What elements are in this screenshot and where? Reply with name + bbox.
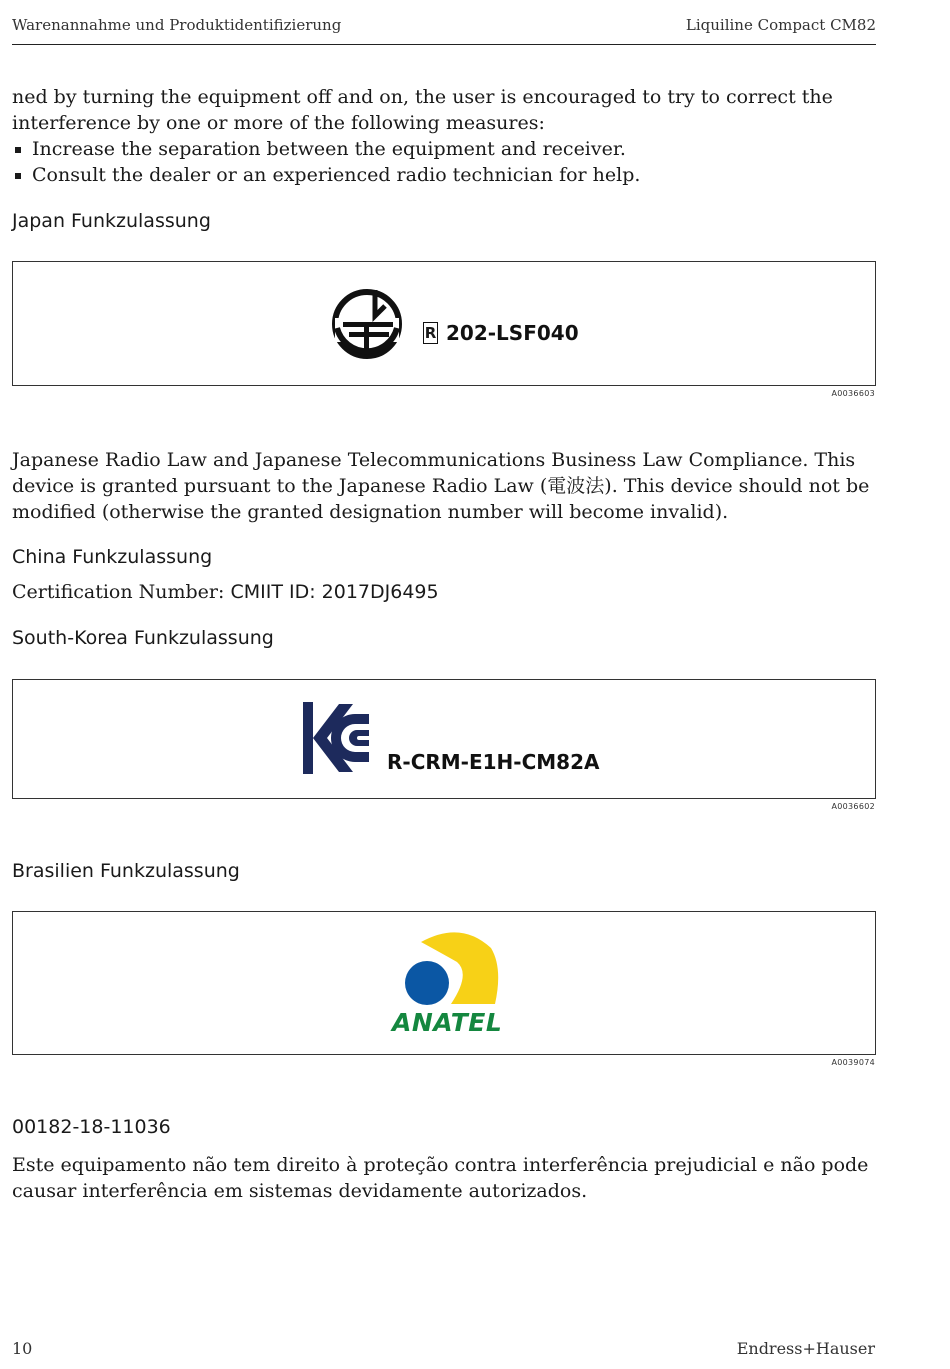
japan-cert-prefix: R [424,324,437,342]
brazil-figure-id: A0039074 [831,1058,875,1067]
china-heading: China Funkzulassung [12,546,213,568]
measures-list [12,136,882,188]
brazil-figure [12,911,876,1055]
korea-figure [12,679,876,799]
brazil-paragraph: Este equipamento não tem direito à proteção contra interferência prejudicial e não pode causar interferência em sistemas devidamente autorizados. [12,1154,869,1202]
header-product-name: Liquiline Compact CM82 [685,16,876,34]
japan-figure-id: A0036603 [831,389,875,398]
brazil-cert-number: 00182-18-11036 [12,1116,171,1138]
brazil-heading: Brasilien Funkzulassung [12,860,240,882]
korea-cert-number: R-CRM-E1H-CM82A [387,750,600,774]
japan-telec-logo-icon [329,284,405,362]
japan-heading: Japan Funkzulassung [12,210,211,232]
japan-cert-mark [423,322,579,344]
list-item: Consult the dealer or an experienced radio technician for help. [12,162,882,188]
china-certification [12,579,882,605]
header-section-title: Warenannahme und Produktidentifizierung [12,16,342,34]
japan-figure [12,261,876,386]
kc-mark-logo-icon [301,700,371,776]
page-number: 10 [12,1339,33,1358]
page-header [12,14,876,45]
korea-heading: South-Korea Funkzulassung [12,627,274,649]
list-item: Increase the separation between the equipment and receiver. [12,136,882,162]
japan-paragraph: Japanese Radio Law and Japanese Telecommunications Business Law Compliance. This device is granted pursuant to the Japanese Radio Law (電波法). This device should not be modified (otherwise the granted designation number will become invalid). [12,449,870,523]
anatel-logo-text: ANATEL [392,1008,503,1037]
china-cert-label: Certification Number: [12,581,231,603]
intro-paragraph: ned by turning the equipment off and on, the user is encouraged to try to correct the interference by one or more of the following measures: [12,86,833,134]
japan-cert-number: 202-LSF040 [446,321,579,345]
footer-brand: Endress+Hauser [736,1339,875,1358]
china-cert-value: CMIIT ID: 2017DJ6495 [230,581,439,603]
korea-figure-id: A0036602 [831,802,875,811]
anatel-logo-icon [391,928,501,1008]
